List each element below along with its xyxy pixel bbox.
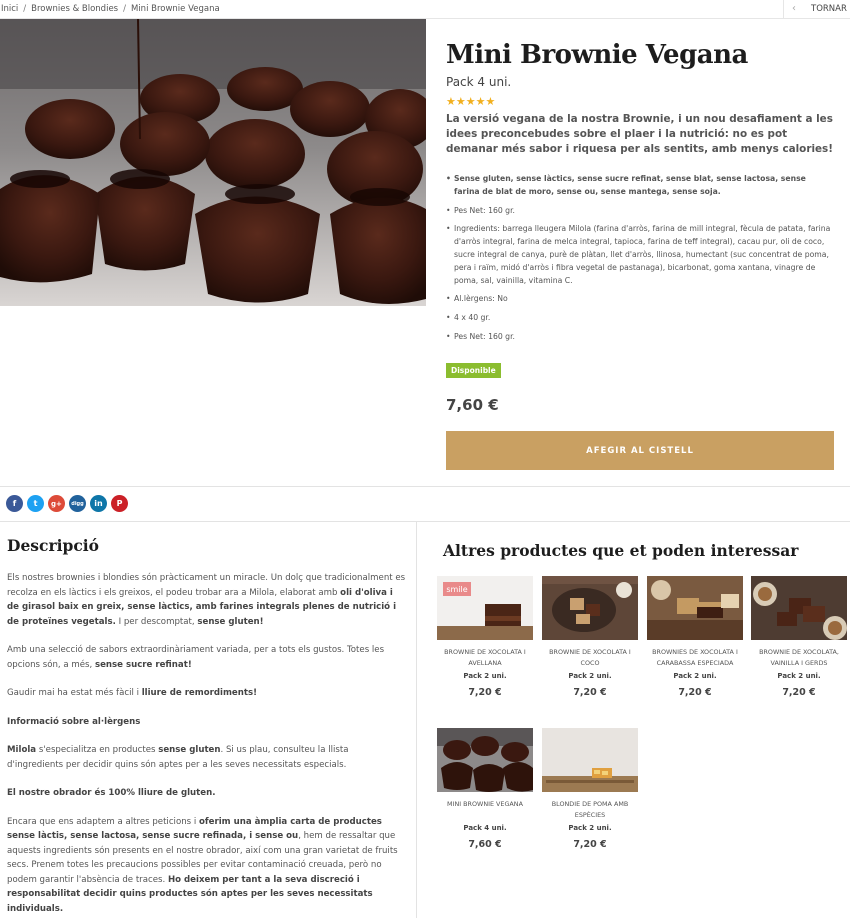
related-product-pack: Pack 2 uni. [568, 672, 612, 680]
related-product-name[interactable]: BROWNIES DE XOCOLATA I CARABASSA ESPECIADA [652, 648, 738, 667]
related-product-pack: Pack 2 uni. [673, 672, 717, 680]
product-thumbnail[interactable] [437, 576, 533, 640]
breadcrumb-separator: / [123, 4, 126, 14]
smile-badge: smile [446, 585, 468, 594]
feature-item: • Sense gluten, sense làctics, sense sucre refinat, sense blat, sense lactosa, sense farina de blat de moro, sense ou, sense mantega, sense soja. [446, 173, 834, 199]
google-plus-icon[interactable]: g+ [48, 495, 65, 512]
twitter-icon[interactable]: t [27, 495, 44, 512]
related-product-price: 7,20 € [782, 687, 816, 698]
related-product-name[interactable]: BROWNIE DE XOCOLATA I COCO [549, 648, 631, 667]
back-button[interactable] [783, 0, 850, 18]
description-section [7, 536, 407, 918]
related-product-pack: Pack 2 uni. [777, 672, 821, 680]
breadcrumb-bar [0, 0, 850, 19]
related-product-card[interactable] [542, 728, 638, 850]
related-product-pack: Pack 2 uni. [568, 824, 612, 832]
divider [0, 521, 850, 522]
product-lead: La versió vegana de la nostra Brownie, i un nou desafiament a les idees preconcebudes sobre el plaer i la nutrició: no es pot demanar més sabor i riquesa per als sentits, amb menys calories! [446, 113, 833, 155]
related-product-name[interactable]: BROWNIE DE XOCOLATA, VAINILLA I GERDS [759, 648, 839, 667]
related-product-price: 7,20 € [468, 687, 502, 698]
feature-item: • Al.lèrgens: No [446, 293, 834, 306]
related-product-price: 7,20 € [573, 839, 607, 850]
related-title: Altres productes que et poden interessar [443, 541, 799, 560]
back-label: TORNAR [811, 4, 847, 14]
digg-icon[interactable]: digg [69, 495, 86, 512]
feature-item: • 4 x 40 gr. [446, 312, 834, 325]
related-product-card[interactable] [542, 576, 638, 698]
description-paragraph: Gaudir mai ha estat més fàcil i lliure de remordiments! [7, 688, 257, 698]
related-product-pack: Pack 4 uni. [463, 824, 507, 832]
description-paragraph: Amb una selecció de sabors extraordinàriament variada, per a tots els gustos. Totes les opcions són, a més, sense sucre refinat! [7, 645, 385, 670]
description-paragraph: Encara que ens adaptem a altres peticions i oferim una àmplia carta de productes sense làctis, sense lactosa, sense sucre refinada, i sense ou, hem de ressaltar que aquests ingredients són presents en el nostre obrador, així com una gran varietat de fruits secs. Prenem totes les precaucions possibles per evitar contaminació creuada, però no podem garantir l'absència de traces. Ho deixem per tant a la seva discreció i responsabilitat decidir quins productes són aptes per les seves necessitats individuals. [7, 816, 398, 914]
star-icon: ★ [465, 95, 476, 108]
product-thumbnail[interactable] [542, 728, 638, 792]
product-thumbnail[interactable] [542, 576, 638, 640]
breadcrumb-home-link[interactable]: Inici [1, 4, 19, 14]
description-paragraph: Els nostres brownies i blondies són pràcticament un miracle. Un dolç que tradicionalment es recolza en els làctics i els greixos, el podeu trobar ara a Milola, elaborat amb oli d'oliva i de girasol baix en greix, sense làctics, amb farines integrals plenes de nutrició i de proteïnes vegetals. I per descomptat, sense gluten! [7, 573, 406, 627]
related-product-card[interactable] [437, 728, 533, 850]
social-share [6, 495, 128, 512]
facebook-icon[interactable]: f [6, 495, 23, 512]
breadcrumb-category-link[interactable]: Brownies & Blondies [31, 4, 119, 14]
pinterest-icon[interactable]: P [111, 495, 128, 512]
allergens-heading: Informació sobre al·lèrgens [7, 716, 141, 727]
related-product-name[interactable]: MINI BROWNIE VEGANA [447, 800, 523, 808]
description-paragraph: Milola s'especialitza en productes sense gluten. Si us plau, consulteu la llista d'ingredients per decidir quins són aptes per a les seves necessitats especials. [7, 745, 349, 770]
product-thumbnail[interactable] [751, 576, 847, 640]
breadcrumb-separator: / [23, 4, 27, 14]
product-price: 7,60 € [446, 396, 499, 414]
related-product-pack: Pack 2 uni. [463, 672, 507, 680]
related-product-card[interactable] [647, 576, 743, 698]
product-features [446, 173, 834, 350]
stock-badge: Disponible [446, 363, 501, 378]
linkedin-icon[interactable]: in [90, 495, 107, 512]
product-photo [0, 19, 426, 306]
star-icon: ★ [446, 95, 456, 108]
product-pack: Pack 4 uni. [446, 75, 512, 89]
feature-item: • Pes Net: 160 gr. [446, 205, 834, 218]
description-title: Descripció [7, 536, 100, 555]
related-product-price: 7,20 € [573, 687, 607, 698]
chevron-left-icon: ‹ [792, 3, 796, 14]
product-thumbnail[interactable] [437, 728, 533, 792]
related-product-price: 7,20 € [678, 687, 712, 698]
column-divider [416, 521, 417, 918]
related-product-price: 7,60 € [468, 839, 502, 850]
star-icon: ★ [485, 95, 496, 108]
related-product-name[interactable]: BLONDIE DE POMA AMB ESPÈCIES [551, 800, 629, 819]
add-to-cart-button[interactable]: AFEGIR AL CISTELL [446, 431, 834, 470]
related-product-card[interactable] [751, 576, 847, 698]
rating-stars [446, 95, 495, 108]
related-product-name[interactable]: BROWNIE DE XOCOLATA I AVELLANA [444, 648, 526, 667]
gluten-free-note: El nostre obrador és 100% lliure de gluten. [7, 788, 216, 798]
related-product-card[interactable] [437, 576, 533, 698]
divider [0, 486, 850, 487]
feature-item: • Ingredients: barrega lleugera Milola (farina d'arròs, farina de mill integral, fècula de patata, farina d'arròs integral, farina de melca integral, tapioca, farina de teff integral), cacau pur, oli de coco, sucre integral de canya, purè de plàtan, llet d'arròs, llinosa, humectant (suc concentrat de poma, pera i raïm, midó d'arròs i fibra vegetal de pastanaga), bicarbonat, goma xantana, vinagre de poma, sal, vainilla, vitamina C. [446, 223, 834, 287]
breadcrumb [1, 4, 220, 14]
breadcrumb-current: Mini Brownie Vegana [130, 4, 220, 14]
star-icon: ★ [455, 95, 466, 108]
feature-item: • Pes Net: 160 gr. [446, 331, 834, 344]
star-icon: ★ [475, 95, 486, 108]
product-thumbnail[interactable] [647, 576, 743, 640]
product-title: Mini Brownie Vegana [446, 40, 748, 70]
product-image[interactable] [0, 19, 426, 306]
